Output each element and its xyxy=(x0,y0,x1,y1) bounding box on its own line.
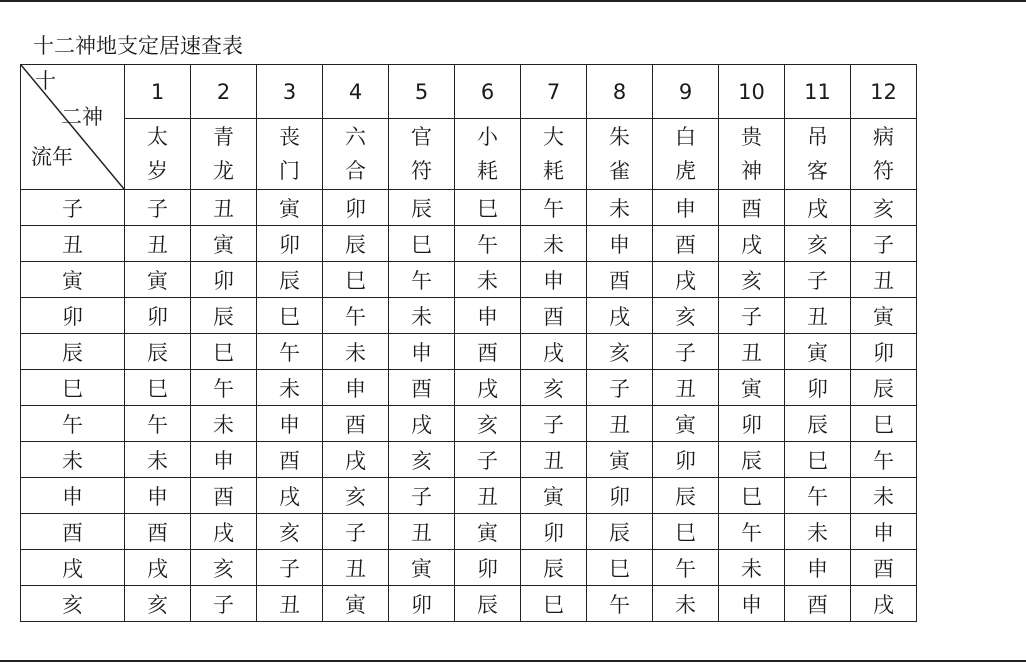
branch-cell: 亥 xyxy=(719,262,785,298)
branch-cell: 巳 xyxy=(653,514,719,550)
god-name-cell xyxy=(455,119,521,190)
branch-cell: 未 xyxy=(125,442,191,478)
god-name-char: 吊 xyxy=(807,125,828,149)
lookup-table xyxy=(20,64,917,622)
branch-cell: 卯 xyxy=(719,406,785,442)
branch-cell: 申 xyxy=(191,442,257,478)
god-name-cell xyxy=(785,119,851,190)
branch-cell: 寅 xyxy=(785,334,851,370)
branch-cell: 辰 xyxy=(785,406,851,442)
branch-cell: 巳 xyxy=(587,550,653,586)
branch-cell: 丑 xyxy=(389,514,455,550)
branch-cell: 戌 xyxy=(455,370,521,406)
god-name-char: 龙 xyxy=(213,159,234,183)
branch-cell: 巳 xyxy=(389,226,455,262)
branch-cell: 亥 xyxy=(323,478,389,514)
table-row xyxy=(21,262,917,298)
branch-cell: 未 xyxy=(587,190,653,226)
god-name-cell xyxy=(389,119,455,190)
year-branch-cell: 酉 xyxy=(21,514,125,550)
position-number-cell: 4 xyxy=(323,65,389,119)
header-row-positions xyxy=(21,65,917,119)
branch-cell: 寅 xyxy=(125,262,191,298)
branch-cell: 未 xyxy=(785,514,851,550)
branch-cell: 亥 xyxy=(653,298,719,334)
branch-cell: 申 xyxy=(653,190,719,226)
branch-cell: 巳 xyxy=(521,586,587,622)
branch-cell: 寅 xyxy=(719,370,785,406)
branch-cell: 亥 xyxy=(389,442,455,478)
position-number-cell: 3 xyxy=(257,65,323,119)
god-name-char: 白 xyxy=(675,125,696,149)
god-name-char: 贵 xyxy=(741,125,762,149)
god-name-char: 雀 xyxy=(609,159,630,183)
branch-cell: 寅 xyxy=(323,586,389,622)
branch-cell: 申 xyxy=(389,334,455,370)
branch-cell: 卯 xyxy=(587,478,653,514)
god-name-char: 小 xyxy=(477,125,498,149)
branch-cell: 酉 xyxy=(257,442,323,478)
position-number-cell: 8 xyxy=(587,65,653,119)
branch-cell: 未 xyxy=(191,406,257,442)
branch-cell: 未 xyxy=(653,586,719,622)
branch-cell: 戌 xyxy=(323,442,389,478)
table-row xyxy=(21,334,917,370)
god-name-cell xyxy=(851,119,917,190)
branch-cell: 寅 xyxy=(257,190,323,226)
table-row xyxy=(21,442,917,478)
branch-cell: 戌 xyxy=(785,190,851,226)
table-row xyxy=(21,370,917,406)
table-row xyxy=(21,586,917,622)
branch-cell: 酉 xyxy=(851,550,917,586)
god-name-cell xyxy=(323,119,389,190)
branch-cell: 巳 xyxy=(191,334,257,370)
branch-cell: 午 xyxy=(191,370,257,406)
god-name-char: 官 xyxy=(411,125,432,149)
branch-cell: 子 xyxy=(257,550,323,586)
branch-cell: 未 xyxy=(257,370,323,406)
branch-cell: 巳 xyxy=(719,478,785,514)
branch-cell: 午 xyxy=(389,262,455,298)
branch-cell: 子 xyxy=(785,262,851,298)
god-name-char: 合 xyxy=(345,159,366,183)
branch-cell: 戌 xyxy=(125,550,191,586)
position-number-cell: 1 xyxy=(125,65,191,119)
branch-cell: 未 xyxy=(719,550,785,586)
table-row xyxy=(21,298,917,334)
year-branch-cell: 申 xyxy=(21,478,125,514)
year-branch-cell: 辰 xyxy=(21,334,125,370)
branch-cell: 未 xyxy=(521,226,587,262)
branch-cell: 辰 xyxy=(455,586,521,622)
branch-cell: 申 xyxy=(521,262,587,298)
branch-cell: 戌 xyxy=(851,586,917,622)
branch-cell: 午 xyxy=(851,442,917,478)
branch-cell: 卯 xyxy=(323,190,389,226)
god-name-cell xyxy=(191,119,257,190)
position-number-cell: 12 xyxy=(851,65,917,119)
branch-cell: 巳 xyxy=(455,190,521,226)
year-branch-cell: 午 xyxy=(21,406,125,442)
branch-cell: 卯 xyxy=(389,586,455,622)
year-branch-cell: 寅 xyxy=(21,262,125,298)
branch-cell: 午 xyxy=(323,298,389,334)
god-name-char: 朱 xyxy=(609,125,630,149)
year-branch-cell: 卯 xyxy=(21,298,125,334)
branch-cell: 戌 xyxy=(191,514,257,550)
branch-cell: 午 xyxy=(521,190,587,226)
branch-cell: 寅 xyxy=(521,478,587,514)
branch-cell: 巳 xyxy=(323,262,389,298)
branch-cell: 卯 xyxy=(455,550,521,586)
god-name-cell xyxy=(125,119,191,190)
branch-cell: 丑 xyxy=(455,478,521,514)
branch-cell: 未 xyxy=(851,478,917,514)
branch-cell: 戌 xyxy=(521,334,587,370)
branch-cell: 子 xyxy=(125,190,191,226)
branch-cell: 辰 xyxy=(389,190,455,226)
branch-cell: 酉 xyxy=(719,190,785,226)
position-number-cell: 10 xyxy=(719,65,785,119)
branch-cell: 午 xyxy=(785,478,851,514)
branch-cell: 寅 xyxy=(389,550,455,586)
branch-cell: 申 xyxy=(125,478,191,514)
branch-cell: 酉 xyxy=(389,370,455,406)
branch-cell: 子 xyxy=(719,298,785,334)
branch-cell: 未 xyxy=(323,334,389,370)
table-row xyxy=(21,406,917,442)
branch-cell: 子 xyxy=(191,586,257,622)
branch-cell: 午 xyxy=(125,406,191,442)
year-branch-cell: 巳 xyxy=(21,370,125,406)
god-name-char: 门 xyxy=(279,159,300,183)
branch-cell: 酉 xyxy=(323,406,389,442)
branch-cell: 卯 xyxy=(257,226,323,262)
branch-cell: 戌 xyxy=(257,478,323,514)
branch-cell: 巳 xyxy=(257,298,323,334)
table-row xyxy=(21,226,917,262)
branch-cell: 申 xyxy=(719,586,785,622)
branch-cell: 卯 xyxy=(125,298,191,334)
branch-cell: 卯 xyxy=(653,442,719,478)
bottom-border-line xyxy=(0,660,1026,662)
branch-cell: 亥 xyxy=(257,514,323,550)
branch-cell: 亥 xyxy=(851,190,917,226)
branch-cell: 辰 xyxy=(323,226,389,262)
branch-cell: 寅 xyxy=(191,226,257,262)
branch-cell: 亥 xyxy=(455,406,521,442)
branch-cell: 酉 xyxy=(521,298,587,334)
branch-cell: 丑 xyxy=(587,406,653,442)
branch-cell: 寅 xyxy=(653,406,719,442)
god-name-char: 太 xyxy=(147,125,168,149)
table-row xyxy=(21,478,917,514)
branch-cell: 酉 xyxy=(785,586,851,622)
branch-cell: 午 xyxy=(257,334,323,370)
corner-top-char: 十 xyxy=(35,69,56,93)
branch-cell: 酉 xyxy=(191,478,257,514)
branch-cell: 巳 xyxy=(851,406,917,442)
table-row xyxy=(21,190,917,226)
header-row-god-names xyxy=(21,119,917,190)
branch-cell: 巳 xyxy=(785,442,851,478)
branch-cell: 丑 xyxy=(191,190,257,226)
branch-cell: 申 xyxy=(851,514,917,550)
god-name-char: 客 xyxy=(807,159,828,183)
branch-cell: 酉 xyxy=(653,226,719,262)
position-number-cell: 9 xyxy=(653,65,719,119)
branch-cell: 子 xyxy=(851,226,917,262)
branch-cell: 未 xyxy=(455,262,521,298)
branch-cell: 申 xyxy=(323,370,389,406)
position-number-cell: 6 xyxy=(455,65,521,119)
branch-cell: 亥 xyxy=(125,586,191,622)
branch-cell: 子 xyxy=(587,370,653,406)
branch-cell: 亥 xyxy=(785,226,851,262)
branch-cell: 丑 xyxy=(851,262,917,298)
branch-cell: 午 xyxy=(455,226,521,262)
branch-cell: 午 xyxy=(653,550,719,586)
corner-header-cell xyxy=(21,65,125,190)
branch-cell: 丑 xyxy=(323,550,389,586)
year-branch-cell: 未 xyxy=(21,442,125,478)
branch-cell: 辰 xyxy=(719,442,785,478)
branch-cell: 酉 xyxy=(125,514,191,550)
year-branch-cell: 丑 xyxy=(21,226,125,262)
branch-cell: 申 xyxy=(257,406,323,442)
branch-cell: 酉 xyxy=(587,262,653,298)
branch-cell: 戌 xyxy=(587,298,653,334)
god-name-char: 虎 xyxy=(675,159,696,183)
god-name-char: 岁 xyxy=(147,159,168,183)
branch-cell: 酉 xyxy=(455,334,521,370)
branch-cell: 辰 xyxy=(191,298,257,334)
position-number-cell: 7 xyxy=(521,65,587,119)
god-name-char: 符 xyxy=(411,159,432,183)
top-border-line xyxy=(0,0,1026,2)
branch-cell: 卯 xyxy=(521,514,587,550)
branch-cell: 子 xyxy=(521,406,587,442)
god-name-char: 六 xyxy=(345,125,366,149)
corner-year-label: 流年 xyxy=(31,145,73,169)
branch-cell: 辰 xyxy=(521,550,587,586)
branch-cell: 辰 xyxy=(587,514,653,550)
branch-cell: 子 xyxy=(653,334,719,370)
branch-cell: 申 xyxy=(785,550,851,586)
god-name-char: 耗 xyxy=(543,159,564,183)
god-name-cell xyxy=(587,119,653,190)
god-name-char: 病 xyxy=(873,125,894,149)
branch-cell: 寅 xyxy=(851,298,917,334)
position-number-cell: 5 xyxy=(389,65,455,119)
table-row xyxy=(21,514,917,550)
branch-cell: 戌 xyxy=(389,406,455,442)
god-name-char: 神 xyxy=(741,159,762,183)
branch-cell: 辰 xyxy=(851,370,917,406)
branch-cell: 未 xyxy=(389,298,455,334)
god-name-char: 符 xyxy=(873,159,894,183)
god-name-cell xyxy=(521,119,587,190)
branch-cell: 戌 xyxy=(653,262,719,298)
god-name-cell xyxy=(719,119,785,190)
branch-cell: 丑 xyxy=(125,226,191,262)
branch-cell: 丑 xyxy=(653,370,719,406)
god-name-char: 耗 xyxy=(477,159,498,183)
god-name-char: 丧 xyxy=(279,125,300,149)
corner-god-label: 二神 xyxy=(61,105,103,129)
branch-cell: 卯 xyxy=(851,334,917,370)
god-name-cell xyxy=(257,119,323,190)
branch-cell: 寅 xyxy=(455,514,521,550)
branch-cell: 子 xyxy=(455,442,521,478)
branch-cell: 丑 xyxy=(521,442,587,478)
branch-cell: 丑 xyxy=(719,334,785,370)
branch-cell: 子 xyxy=(323,514,389,550)
year-branch-cell: 戌 xyxy=(21,550,125,586)
branch-cell: 丑 xyxy=(257,586,323,622)
branch-cell: 亥 xyxy=(521,370,587,406)
position-number-cell: 2 xyxy=(191,65,257,119)
year-branch-cell: 亥 xyxy=(21,586,125,622)
branch-cell: 巳 xyxy=(125,370,191,406)
branch-cell: 午 xyxy=(587,586,653,622)
branch-cell: 亥 xyxy=(587,334,653,370)
god-name-char: 青 xyxy=(213,125,234,149)
page-title: 十二神地支定居速查表 xyxy=(33,34,243,58)
position-number-cell: 11 xyxy=(785,65,851,119)
branch-cell: 子 xyxy=(389,478,455,514)
branch-cell: 戌 xyxy=(719,226,785,262)
branch-cell: 丑 xyxy=(785,298,851,334)
branch-cell: 申 xyxy=(587,226,653,262)
branch-cell: 寅 xyxy=(587,442,653,478)
branch-cell: 辰 xyxy=(257,262,323,298)
branch-cell: 申 xyxy=(455,298,521,334)
branch-cell: 午 xyxy=(719,514,785,550)
table-row xyxy=(21,550,917,586)
branch-cell: 卯 xyxy=(191,262,257,298)
branch-cell: 辰 xyxy=(125,334,191,370)
branch-cell: 辰 xyxy=(653,478,719,514)
god-name-char: 大 xyxy=(543,125,564,149)
year-branch-cell: 子 xyxy=(21,190,125,226)
branch-cell: 亥 xyxy=(191,550,257,586)
branch-cell: 卯 xyxy=(785,370,851,406)
god-name-cell xyxy=(653,119,719,190)
